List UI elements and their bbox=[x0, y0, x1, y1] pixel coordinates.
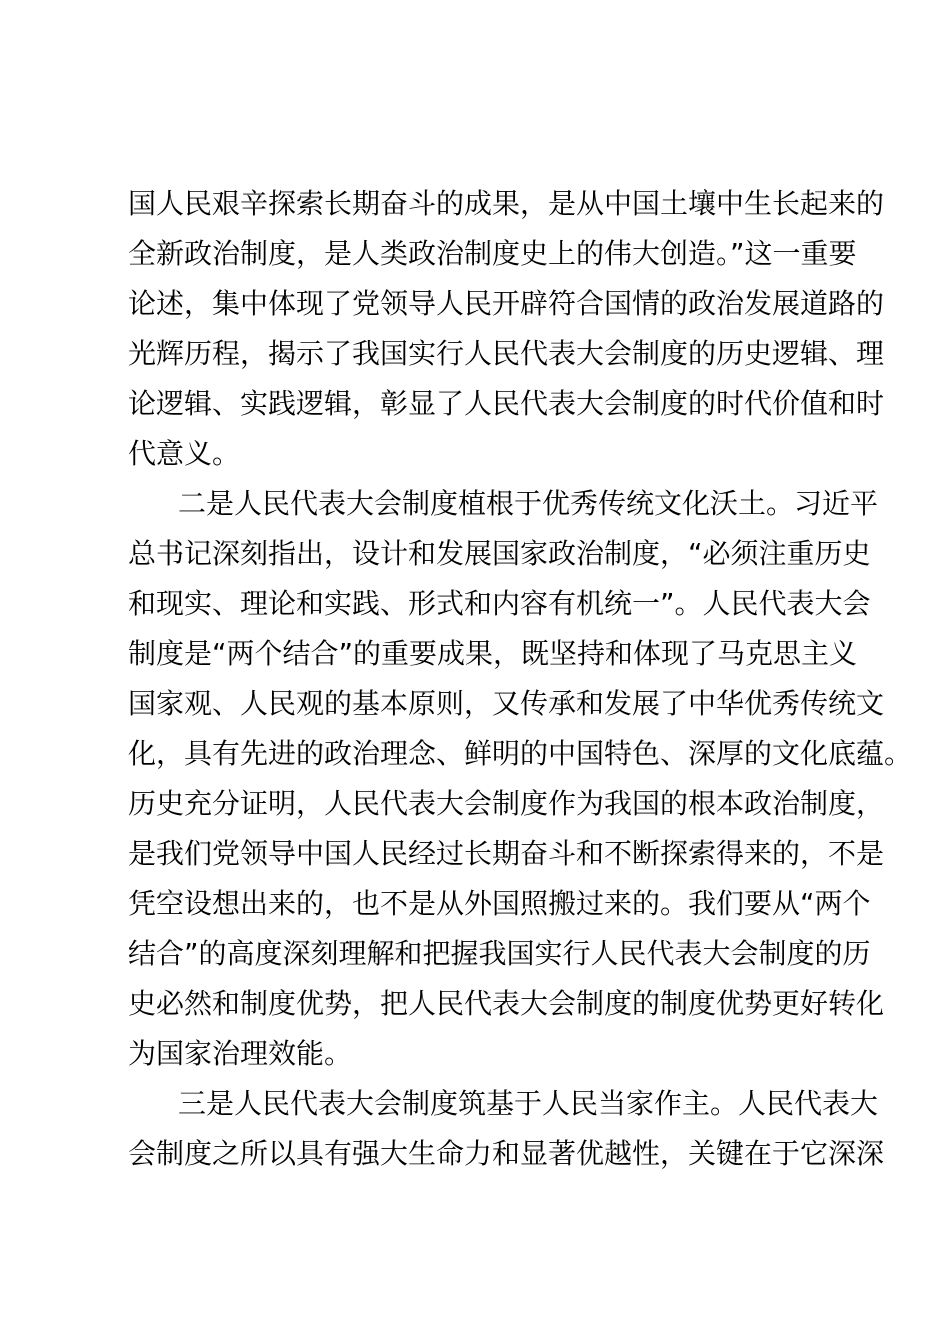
text-line-14: 是我们党领导中国人民经过长期奋斗和不断探索得来的，不是 bbox=[128, 837, 885, 870]
text-line-8: 总书记深刻指出，设计和发展国家政治制度，“必须注重历史 bbox=[128, 537, 871, 570]
text-line-15: 凭空设想出来的，也不是从外国照搬过来的。我们要从“两个 bbox=[128, 887, 871, 920]
text-line-11: 国家观、人民观的基本原则，又传承和发展了中华优秀传统文 bbox=[128, 687, 885, 720]
text-line-12: 化，具有先进的政治理念、鲜明的中国特色、深厚的文化底蕴。 bbox=[128, 737, 913, 770]
paragraph-3-first-line: 三是人民代表大会制度筑基于人民当家作主。人民代表大 bbox=[178, 1087, 879, 1120]
paragraph-2-first-line: 二是人民代表大会制度植根于优秀传统文化沃土。习近平 bbox=[178, 487, 879, 520]
text-line-17: 史必然和制度优势，把人民代表大会制度的制度优势更好转化 bbox=[128, 987, 885, 1020]
text-line-4: 光辉历程，揭示了我国实行人民代表大会制度的历史逻辑、理 bbox=[128, 337, 885, 370]
text-line-2: 全新政治制度，是人类政治制度史上的伟大创造。”这一重要 bbox=[128, 237, 857, 270]
text-line-13: 历史充分证明，人民代表大会制度作为我国的根本政治制度， bbox=[128, 787, 885, 820]
text-line-1: 国人民艰辛探索长期奋斗的成果，是从中国土壤中生长起来的 bbox=[128, 187, 885, 220]
text-line-10: 制度是“两个结合”的重要成果，既坚持和体现了马克思主义 bbox=[128, 637, 858, 670]
text-line-9: 和现实、理论和实践、形式和内容有机统一”。人民代表大会 bbox=[128, 587, 871, 620]
text-line-5: 论逻辑、实践逻辑，彰显了人民代表大会制度的时代价值和时 bbox=[128, 387, 885, 420]
text-line-16: 结合”的高度深刻理解和把握我国实行人民代表大会制度的历 bbox=[128, 937, 871, 970]
text-line-18: 为国家治理效能。 bbox=[128, 1037, 353, 1070]
text-line-3: 论述，集中体现了党领导人民开辟符合国情的政治发展道路的 bbox=[128, 287, 885, 320]
text-line-6: 代意义。 bbox=[128, 437, 241, 470]
text-line-20: 会制度之所以具有强大生命力和显著优越性，关键在于它深深 bbox=[128, 1137, 885, 1170]
